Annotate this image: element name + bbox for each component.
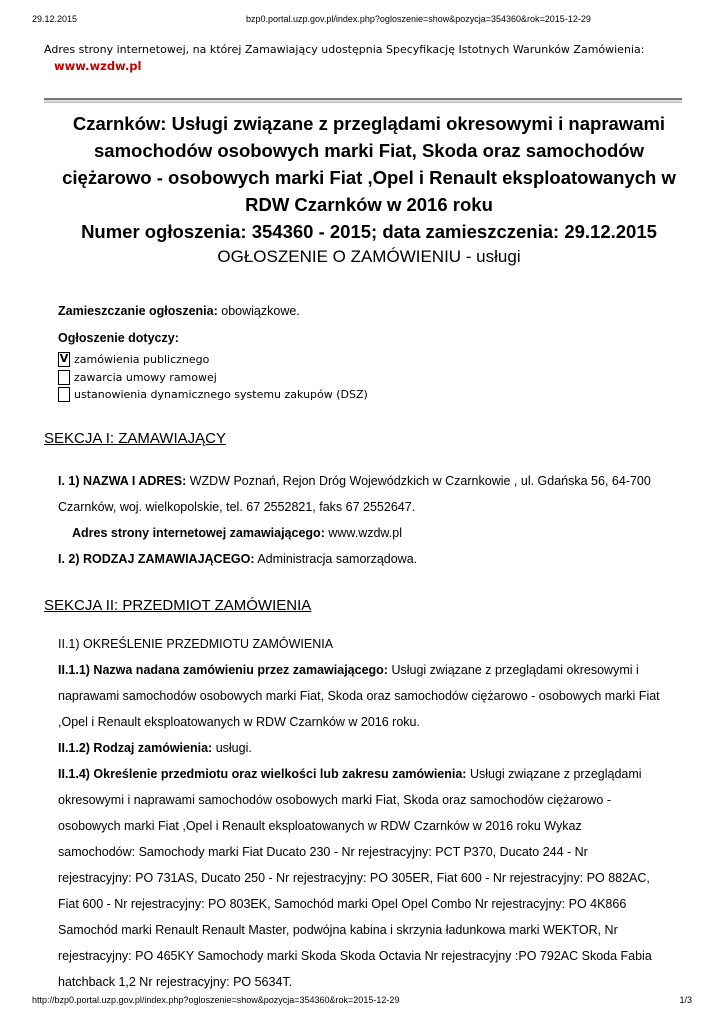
announcement-number: Numer ogłoszenia: 354360 - 2015; data zamieszczenia: 29.12.2015 [81,221,657,242]
footer-url: http://bzp0.portal.uzp.gov.pl/index.php?ogloszenie=show&pozycja=354360&rok=2015-12-29 [32,995,400,1005]
checkbox[interactable]: V [59,352,69,365]
section2-body [58,631,686,995]
placement-value: obowiązkowe. [221,304,300,318]
field-value: usługi. [215,741,252,755]
title-line: RDW Czarnków w 2016 roku [245,194,493,215]
field-label: II.1.1) Nazwa nadana zamówieniu przez zamawiającego: [58,663,388,677]
field-value: naprawami samochodów osobowych marki Fiat, Skoda oraz samochodów ciężarowo - osobowych marki Fiat [58,689,660,703]
horizontal-rule [44,98,682,103]
field-value: Usługi związane z przeglądami okresowymi i [391,663,639,677]
field-value: WZDW Poznań, Rejon Dróg Wojewódzkich w Czarnkowie , ul. Gdańska 56, 64-700 [189,474,651,488]
print-url: bzp0.portal.uzp.gov.pl/index.php?ogloszenie=show&pozycja=354360&rok=2015-12-29 [246,14,591,24]
field-value: samochodów: Samochody marki Fiat Ducato 230 - Nr rejestracyjny: PCT P370, Ducato 244 - Nr [58,845,588,859]
checkbox-row[interactable] [58,352,209,367]
page-number: 1/3 [679,995,692,1005]
title-line: samochodów osobowych marki Fiat, Skoda oraz samochodów [94,140,644,161]
subsection-heading: II.1) OKREŚLENIE PRZEDMIOTU ZAMÓWIENIA [58,637,334,651]
field-label: II.1.2) Rodzaj zamówienia: [58,741,213,755]
field-label: II.1.4) Określenie przedmiotu oraz wielkości lub zakresu zamówienia: [58,767,467,781]
checkbox-row[interactable] [58,370,217,385]
field-value: Usługi związane z przeglądami [469,767,642,781]
section-heading: SEKCJA II: PRZEDMIOT ZAMÓWIENIA [44,597,312,614]
field-value: Samochód marki Renault Renault Master, podwójna kabina i skrzynia ładunkowa marki WEKTOR, Nr [58,923,618,937]
checkbox-label: ustanowienia dynamicznego systemu zakupów (DSZ) [74,388,368,401]
field-value: Administracja samorządowa. [257,552,418,566]
field-value: www.wzdw.pl [328,526,402,540]
checkbox-label: zamówienia publicznego [74,353,210,366]
checkbox[interactable] [58,370,70,385]
page-title [44,110,694,245]
field-label: Adres strony internetowej zamawiającego: [72,526,325,540]
field-value: osobowych marki Fiat ,Opel i Renault eksploatowanych w RDW Czarnków w 2016 roku Wykaz [58,819,582,833]
placement-field [58,304,300,318]
checkbox-row[interactable] [58,387,368,402]
section1-body [58,468,686,572]
field-value: rejestracyjny: PO 731AS, Ducato 250 - Nr rejestracyjny: PO 305ER, Fiat 600 - Nr rejestracyjny: PO 882AC, [58,871,650,885]
concerns-label: Ogłoszenie dotyczy: [58,331,179,345]
field-value: hatchback 1,2 Nr rejestracyjny: PO 5634T. [58,975,293,989]
section-heading: SEKCJA I: ZAMAWIAJĄCY [44,430,226,447]
print-date: 29.12.2015 [32,14,78,24]
field-label: I. 1) NAZWA I ADRES: [58,474,187,488]
field-value: ,Opel i Renault eksploatowanych w RDW Czarnków w 2016 roku. [58,715,420,729]
field-value: rejestracyjny: PO 465KY Samochody marki Skoda Skoda Octavia Nr rejestracyjny :PO 792AC Skoda Fabia [58,949,652,963]
field-value: Fiat 600 - Nr rejestracyjny: PO 803EK, Samochód marki Opel Opel Combo Nr rejestracyjny: PO 4K866 [58,897,627,911]
field-value: okresowymi i naprawami samochodów osobowych marki Fiat, Skoda oraz samochodów ciężarowo - [58,793,612,807]
page-subtitle: OGŁOSZENIE O ZAMÓWIENIU - usługi [217,247,521,266]
title-line: Czarnków: Usługi związane z przeglądami okresowymi i naprawami [72,113,666,134]
siwz-notice-text: Adres strony internetowej, na której Zamawiający udostępnia Specyfikację Istotnych Warunków Zamówienia: [44,43,645,56]
field-value: Czarnków, woj. wielkopolskie, tel. 67 2552821, faks 67 2552647. [58,500,416,514]
field-label: I. 2) RODZAJ ZAMAWIAJĄCEGO: [58,552,255,566]
placement-label: Zamieszczanie ogłoszenia: [58,304,218,318]
title-line: ciężarowo - osobowych marki Fiat ,Opel i Renault eksploatowanych w [62,167,676,188]
siwz-link[interactable]: www.wzdw.pl [54,59,142,73]
checkbox[interactable] [58,387,70,402]
checkbox-label: zawarcia umowy ramowej [74,371,217,384]
siwz-notice [44,42,684,74]
